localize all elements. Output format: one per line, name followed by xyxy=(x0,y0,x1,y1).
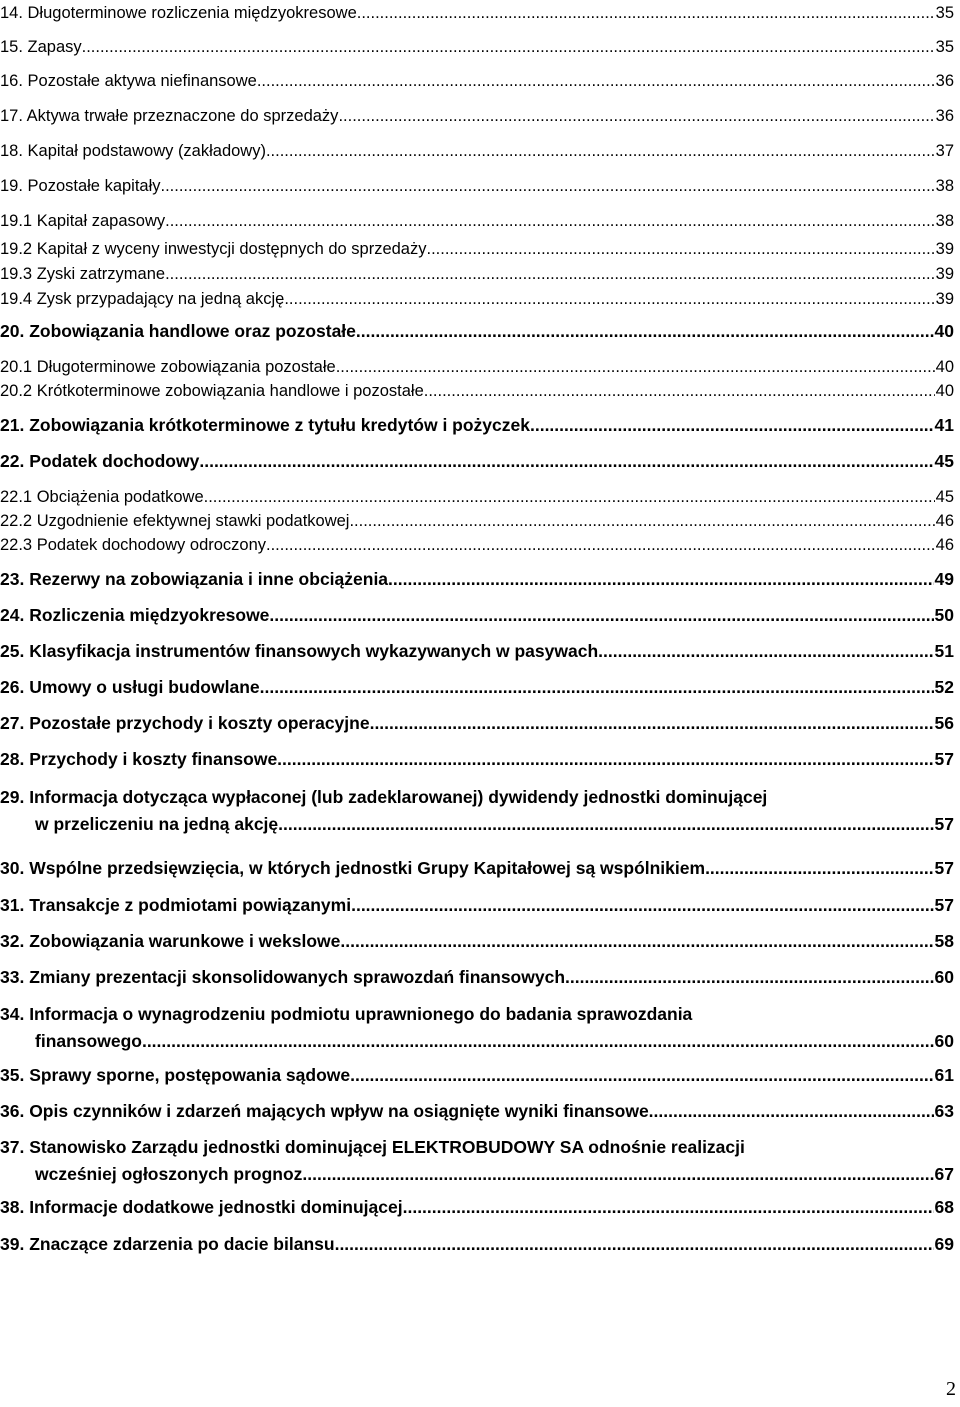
toc-entry[interactable] xyxy=(0,1231,954,1257)
toc-entry[interactable] xyxy=(0,378,954,404)
toc-entry-title: 20. Zobowiązania handlowe oraz pozostałe xyxy=(0,321,356,341)
toc-entry-title: 18. Kapitał podstawowy (zakładowy) xyxy=(0,142,266,160)
toc-dot-leader xyxy=(336,354,935,380)
toc-entry-page: 67 xyxy=(934,1164,954,1184)
toc-entry-page: 57 xyxy=(934,814,954,834)
toc-entry-title: 19.4 Zysk przypadający na jedną akcję xyxy=(0,290,285,308)
toc-dot-leader xyxy=(260,674,934,700)
toc-entry[interactable] xyxy=(0,1194,954,1220)
toc-entry-title: 19.3 Zyski zatrzymane xyxy=(0,265,166,283)
toc-dot-leader xyxy=(278,811,933,837)
toc-dot-leader xyxy=(199,448,933,474)
toc-entry-page: 45 xyxy=(934,451,954,471)
toc-entry[interactable] xyxy=(0,318,954,344)
toc-entry[interactable] xyxy=(0,1133,954,1187)
toc-entry-title: 17. Aktywa trwałe przeznaczone do sprzedaży xyxy=(0,107,339,125)
toc-entry[interactable] xyxy=(0,964,954,990)
toc-entry-title: 21. Zobowiązania krótkoterminowe z tytułu kredytów i pożyczek xyxy=(0,415,530,435)
toc-entry-title: 19.2 Kapitał z wyceny inwestycji dostępnych do sprzedaży xyxy=(0,240,427,258)
toc-entry-page: 37 xyxy=(935,142,954,160)
toc-dot-leader xyxy=(530,412,934,438)
toc-dot-leader xyxy=(351,892,933,918)
toc-entry[interactable] xyxy=(0,484,954,510)
toc-entry-page: 46 xyxy=(935,512,954,530)
toc-entry-title: 22.1 Obciążenia podatkowe xyxy=(0,488,204,506)
toc-entry[interactable] xyxy=(0,138,954,164)
toc-entry-page: 63 xyxy=(934,1101,954,1121)
toc-entry[interactable] xyxy=(0,746,954,772)
toc-entry[interactable] xyxy=(0,532,954,558)
toc-entry-title: 24. Rozliczenia międzyokresowe xyxy=(0,605,270,625)
toc-entry-title: 23. Rezerwy na zobowiązania i inne obciążenia xyxy=(0,569,389,589)
toc-entry-title: 14. Długoterminowe rozliczenia międzyokresowe xyxy=(0,4,357,22)
toc-entry-page: 58 xyxy=(934,931,954,951)
toc-entry[interactable] xyxy=(0,928,954,954)
toc-entry-page: 50 xyxy=(934,605,954,625)
toc-entry-page: 68 xyxy=(934,1197,954,1217)
toc-entry[interactable] xyxy=(0,68,954,94)
toc-entry-page: 41 xyxy=(934,415,954,435)
toc-entry-title: 29. Informacja dotycząca wypłaconej (lub zadeklarowanej) dywidendy jednostki dominującej xyxy=(0,787,768,807)
toc-entry-page: 46 xyxy=(935,536,954,554)
toc-entry-page: 40 xyxy=(935,382,954,400)
toc-dot-leader xyxy=(426,236,934,262)
toc-entry-page: 60 xyxy=(934,1031,954,1051)
toc-entry[interactable] xyxy=(0,173,954,199)
toc-entry[interactable] xyxy=(0,1062,954,1088)
toc-entry[interactable] xyxy=(0,208,954,234)
toc-dot-leader xyxy=(388,566,933,592)
toc-entry[interactable] xyxy=(0,783,954,837)
toc-entry-page: 39 xyxy=(935,290,954,308)
toc-entry-title: 39. Znaczące zdarzenia po dacie bilansu xyxy=(0,1234,335,1254)
toc-dot-leader xyxy=(277,746,933,772)
toc-dot-leader xyxy=(335,1231,934,1257)
toc-entry-page: 38 xyxy=(935,212,954,230)
toc-entry[interactable] xyxy=(0,602,954,628)
toc-dot-leader xyxy=(403,1194,934,1220)
toc-entry-title: 22.3 Podatek dochodowy odroczony xyxy=(0,536,267,554)
toc-entry-title: 38. Informacje dodatkowe jednostki dominującej xyxy=(0,1197,403,1217)
toc-entry-page: 57 xyxy=(934,749,954,769)
toc-dot-leader xyxy=(598,638,933,664)
toc-entry-page: 57 xyxy=(934,858,954,878)
toc-entry-title-continued: wcześniej ogłoszonych prognoz xyxy=(35,1164,303,1184)
toc-entry-title: 37. Stanowisko Zarządu jednostki dominującej ELEKTROBUDOWY SA odnośnie realizacji xyxy=(0,1137,745,1157)
toc-entry-page: 57 xyxy=(934,895,954,915)
toc-dot-leader xyxy=(269,602,933,628)
toc-entry[interactable] xyxy=(0,286,954,312)
toc-dot-leader xyxy=(424,378,935,404)
toc-entry[interactable] xyxy=(0,412,954,438)
toc-entry-title: 20.1 Długoterminowe zobowiązania pozostałe xyxy=(0,358,336,376)
toc-entry[interactable] xyxy=(0,566,954,592)
toc-entry-page: 69 xyxy=(934,1234,954,1254)
toc-entry[interactable] xyxy=(0,236,954,262)
toc-entry[interactable] xyxy=(0,710,954,736)
toc-dot-leader xyxy=(370,710,934,736)
toc-entry[interactable] xyxy=(0,638,954,664)
toc-entry-page: 39 xyxy=(935,265,954,283)
toc-entry-title: 36. Opis czynników i zdarzeń mających wpływ na osiągnięte wyniki finansowe xyxy=(0,1101,649,1121)
toc-entry[interactable] xyxy=(0,34,954,60)
toc-entry-title: 27. Pozostałe przychody i koszty operacyjne xyxy=(0,713,370,733)
toc-dot-leader xyxy=(161,173,935,199)
toc-dot-leader xyxy=(356,318,934,344)
toc-entry-title-continued: w przeliczeniu na jedną akcję xyxy=(35,814,279,834)
toc-entry[interactable] xyxy=(0,448,954,474)
toc-entry-title: 19. Pozostałe kapitały xyxy=(0,177,161,195)
toc-entry-page: 56 xyxy=(934,713,954,733)
toc-entry[interactable] xyxy=(0,674,954,700)
toc-dot-leader xyxy=(357,0,935,26)
toc-entry-page: 36 xyxy=(935,72,954,90)
toc-dot-leader xyxy=(338,103,934,129)
toc-dot-leader xyxy=(266,138,935,164)
toc-entry-title: 20.2 Krótkoterminowe zobowiązania handlowe i pozostałe xyxy=(0,382,424,400)
toc-dot-leader xyxy=(257,68,935,94)
toc-dot-leader xyxy=(204,484,935,510)
toc-entry-page: 45 xyxy=(935,488,954,506)
toc-dot-leader xyxy=(284,286,934,312)
toc-entry-title: 19.1 Kapitał zapasowy xyxy=(0,212,166,230)
toc-entry-page: 52 xyxy=(934,677,954,697)
toc-dot-leader xyxy=(705,855,933,881)
toc-entry-title: 22. Podatek dochodowy xyxy=(0,451,200,471)
toc-dot-leader xyxy=(350,1062,933,1088)
toc-entry[interactable] xyxy=(0,1098,954,1124)
toc-dot-leader xyxy=(165,261,935,287)
toc-dot-leader xyxy=(340,928,933,954)
toc-entry-page: 35 xyxy=(935,4,954,22)
toc-entry-title-continued: finansowego xyxy=(35,1031,142,1051)
toc-entry-title: 15. Zapasy xyxy=(0,38,82,56)
page-number: 2 xyxy=(946,1378,956,1400)
toc-dot-leader xyxy=(649,1098,934,1124)
toc-entry[interactable] xyxy=(0,855,954,881)
toc-entry-page: 35 xyxy=(935,38,954,56)
toc-entry-title: 31. Transakcje z podmiotami powiązanymi xyxy=(0,895,352,915)
toc-entry[interactable] xyxy=(0,0,954,26)
toc-entry-title: 32. Zobowiązania warunkowe i wekslowe xyxy=(0,931,341,951)
toc-entry-title: 33. Zmiany prezentacji skonsolidowanych sprawozdań finansowych xyxy=(0,967,566,987)
toc-dot-leader xyxy=(165,208,935,234)
toc-entry-page: 51 xyxy=(934,641,954,661)
toc-dot-leader xyxy=(565,964,934,990)
toc-entry-title: 34. Informacja o wynagrodzeniu podmiotu uprawnionego do badania sprawozdania xyxy=(0,1004,693,1024)
toc-entry-title: 16. Pozostałe aktywa niefinansowe xyxy=(0,72,257,90)
toc-entry-title: 25. Klasyfikacja instrumentów finansowych wykazywanych w pasywach xyxy=(0,641,599,661)
toc-dot-leader xyxy=(349,508,934,534)
toc-entry-title: 26. Umowy o usługi budowlane xyxy=(0,677,260,697)
toc-entry[interactable] xyxy=(0,508,954,534)
toc-entry-page: 61 xyxy=(934,1065,954,1085)
toc-entry-page: 38 xyxy=(935,177,954,195)
toc-entry-page: 39 xyxy=(935,240,954,258)
toc-dot-leader xyxy=(302,1161,933,1187)
toc-entry-title: 30. Wspólne przedsięwzięcia, w których jednostki Grupy Kapitałowej są wspólnikiem xyxy=(0,858,706,878)
toc-dot-leader xyxy=(82,34,935,60)
toc-entry[interactable] xyxy=(0,103,954,129)
toc-entry[interactable] xyxy=(0,1000,954,1054)
toc-entry[interactable] xyxy=(0,261,954,287)
toc-entry-page: 40 xyxy=(935,358,954,376)
toc-entry[interactable] xyxy=(0,892,954,918)
toc-entry-page: 60 xyxy=(934,967,954,987)
toc-entry-page: 36 xyxy=(935,107,954,125)
toc-entry-title: 22.2 Uzgodnienie efektywnej stawki podatkowej xyxy=(0,512,350,530)
toc-entry-title: 35. Sprawy sporne, postępowania sądowe xyxy=(0,1065,351,1085)
toc-dot-leader xyxy=(142,1028,934,1054)
toc-entry-title: 28. Przychody i koszty finansowe xyxy=(0,749,278,769)
toc-entry-page: 49 xyxy=(934,569,954,589)
toc-entry-page: 40 xyxy=(934,321,954,341)
toc-dot-leader xyxy=(266,532,935,558)
toc-entry[interactable] xyxy=(0,354,954,380)
